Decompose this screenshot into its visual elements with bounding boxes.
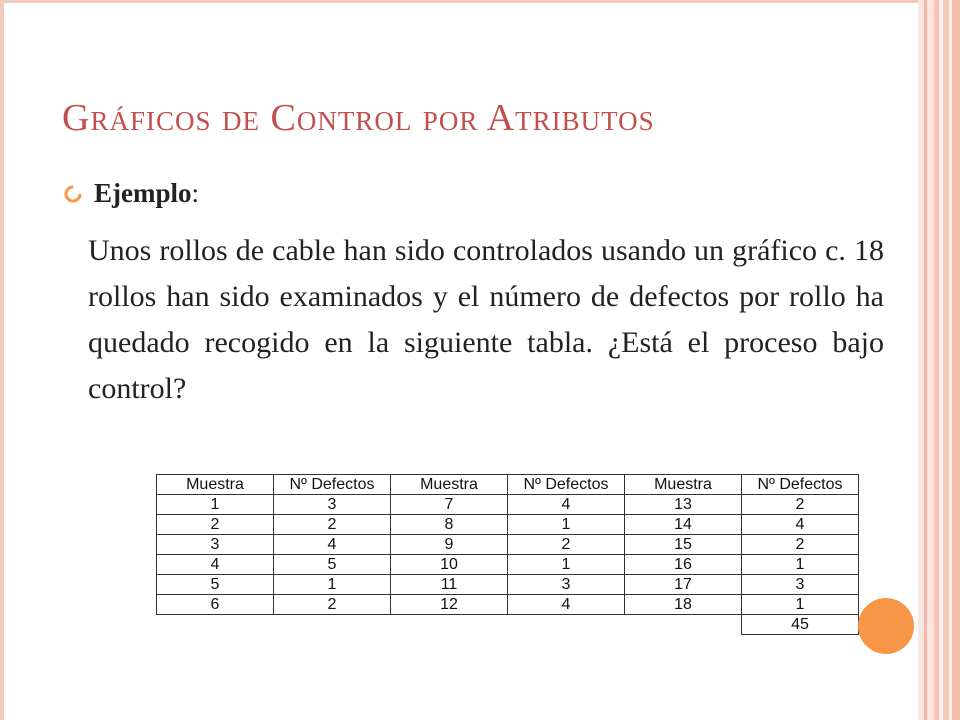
table-cell: 2 bbox=[274, 515, 391, 535]
bullet-ring-icon bbox=[62, 183, 84, 205]
table-header-cell: Muestra bbox=[625, 475, 742, 495]
table-cell: 3 bbox=[508, 575, 625, 595]
decorative-stripes bbox=[918, 0, 960, 720]
table-cell: 2 bbox=[157, 515, 274, 535]
table-header-cell: Nº Defectos bbox=[508, 475, 625, 495]
table-row bbox=[157, 495, 859, 515]
table-header-row bbox=[157, 475, 859, 495]
table-header-cell: Muestra bbox=[391, 475, 508, 495]
table-cell: 1 bbox=[274, 575, 391, 595]
table-cell: 1 bbox=[508, 555, 625, 575]
table-header-cell: Nº Defectos bbox=[742, 475, 859, 495]
decorative-orange-circle bbox=[858, 598, 914, 654]
bullet-label-suffix: : bbox=[191, 178, 200, 208]
table-cell: 14 bbox=[625, 515, 742, 535]
example-paragraph: Unos rollos de cable han sido controlados usando un gráfico c. 18 rollos han sido examinados y el número de defectos por rollo ha quedado recogido en la siguiente tabla. ¿Está el proceso bajo control? bbox=[88, 234, 884, 405]
table-cell: 1 bbox=[742, 555, 859, 575]
table-cell: 2 bbox=[508, 535, 625, 555]
slide-left-border bbox=[0, 0, 4, 720]
table-cell: 11 bbox=[391, 575, 508, 595]
table-cell: 4 bbox=[508, 495, 625, 515]
bullet-label bbox=[94, 178, 199, 209]
table-cell: 8 bbox=[391, 515, 508, 535]
slide-top-border bbox=[0, 0, 960, 3]
table-header-cell: Nº Defectos bbox=[274, 475, 391, 495]
bullet-ejemplo bbox=[62, 178, 199, 209]
table-cell: 7 bbox=[391, 495, 508, 515]
table-cell: 6 bbox=[157, 595, 274, 615]
table-row bbox=[157, 515, 859, 535]
table-row bbox=[157, 555, 859, 575]
table-cell: 4 bbox=[742, 515, 859, 535]
table-cell: 3 bbox=[274, 495, 391, 515]
table-cell: 15 bbox=[625, 535, 742, 555]
table-row bbox=[157, 595, 859, 615]
table-cell: 10 bbox=[391, 555, 508, 575]
table-row bbox=[157, 575, 859, 595]
table-cell: 4 bbox=[157, 555, 274, 575]
table-row bbox=[157, 535, 859, 555]
table-cell: 12 bbox=[391, 595, 508, 615]
table-cell: 4 bbox=[508, 595, 625, 615]
table-cell: 1 bbox=[157, 495, 274, 515]
table-cell: 1 bbox=[508, 515, 625, 535]
table-cell: 9 bbox=[391, 535, 508, 555]
table-cell: 2 bbox=[742, 495, 859, 515]
table-cell: 5 bbox=[157, 575, 274, 595]
bullet-label-bold: Ejemplo bbox=[94, 178, 192, 208]
table-cell: 1 bbox=[742, 595, 859, 615]
table-cell: 2 bbox=[274, 595, 391, 615]
table-cell: 2 bbox=[742, 535, 859, 555]
table-cell: 13 bbox=[625, 495, 742, 515]
defects-table bbox=[156, 474, 859, 635]
table-total-row bbox=[157, 615, 859, 635]
table-cell: 5 bbox=[274, 555, 391, 575]
table-cell: 4 bbox=[274, 535, 391, 555]
table-cell: 18 bbox=[625, 595, 742, 615]
table-header-cell: Muestra bbox=[157, 475, 274, 495]
slide-title: Gráficos de Control por Atributos bbox=[62, 97, 655, 139]
table-cell: 16 bbox=[625, 555, 742, 575]
table-cell: 3 bbox=[157, 535, 274, 555]
table-cell: 17 bbox=[625, 575, 742, 595]
table-cell: 3 bbox=[742, 575, 859, 595]
table-total-cell: 45 bbox=[742, 615, 859, 635]
